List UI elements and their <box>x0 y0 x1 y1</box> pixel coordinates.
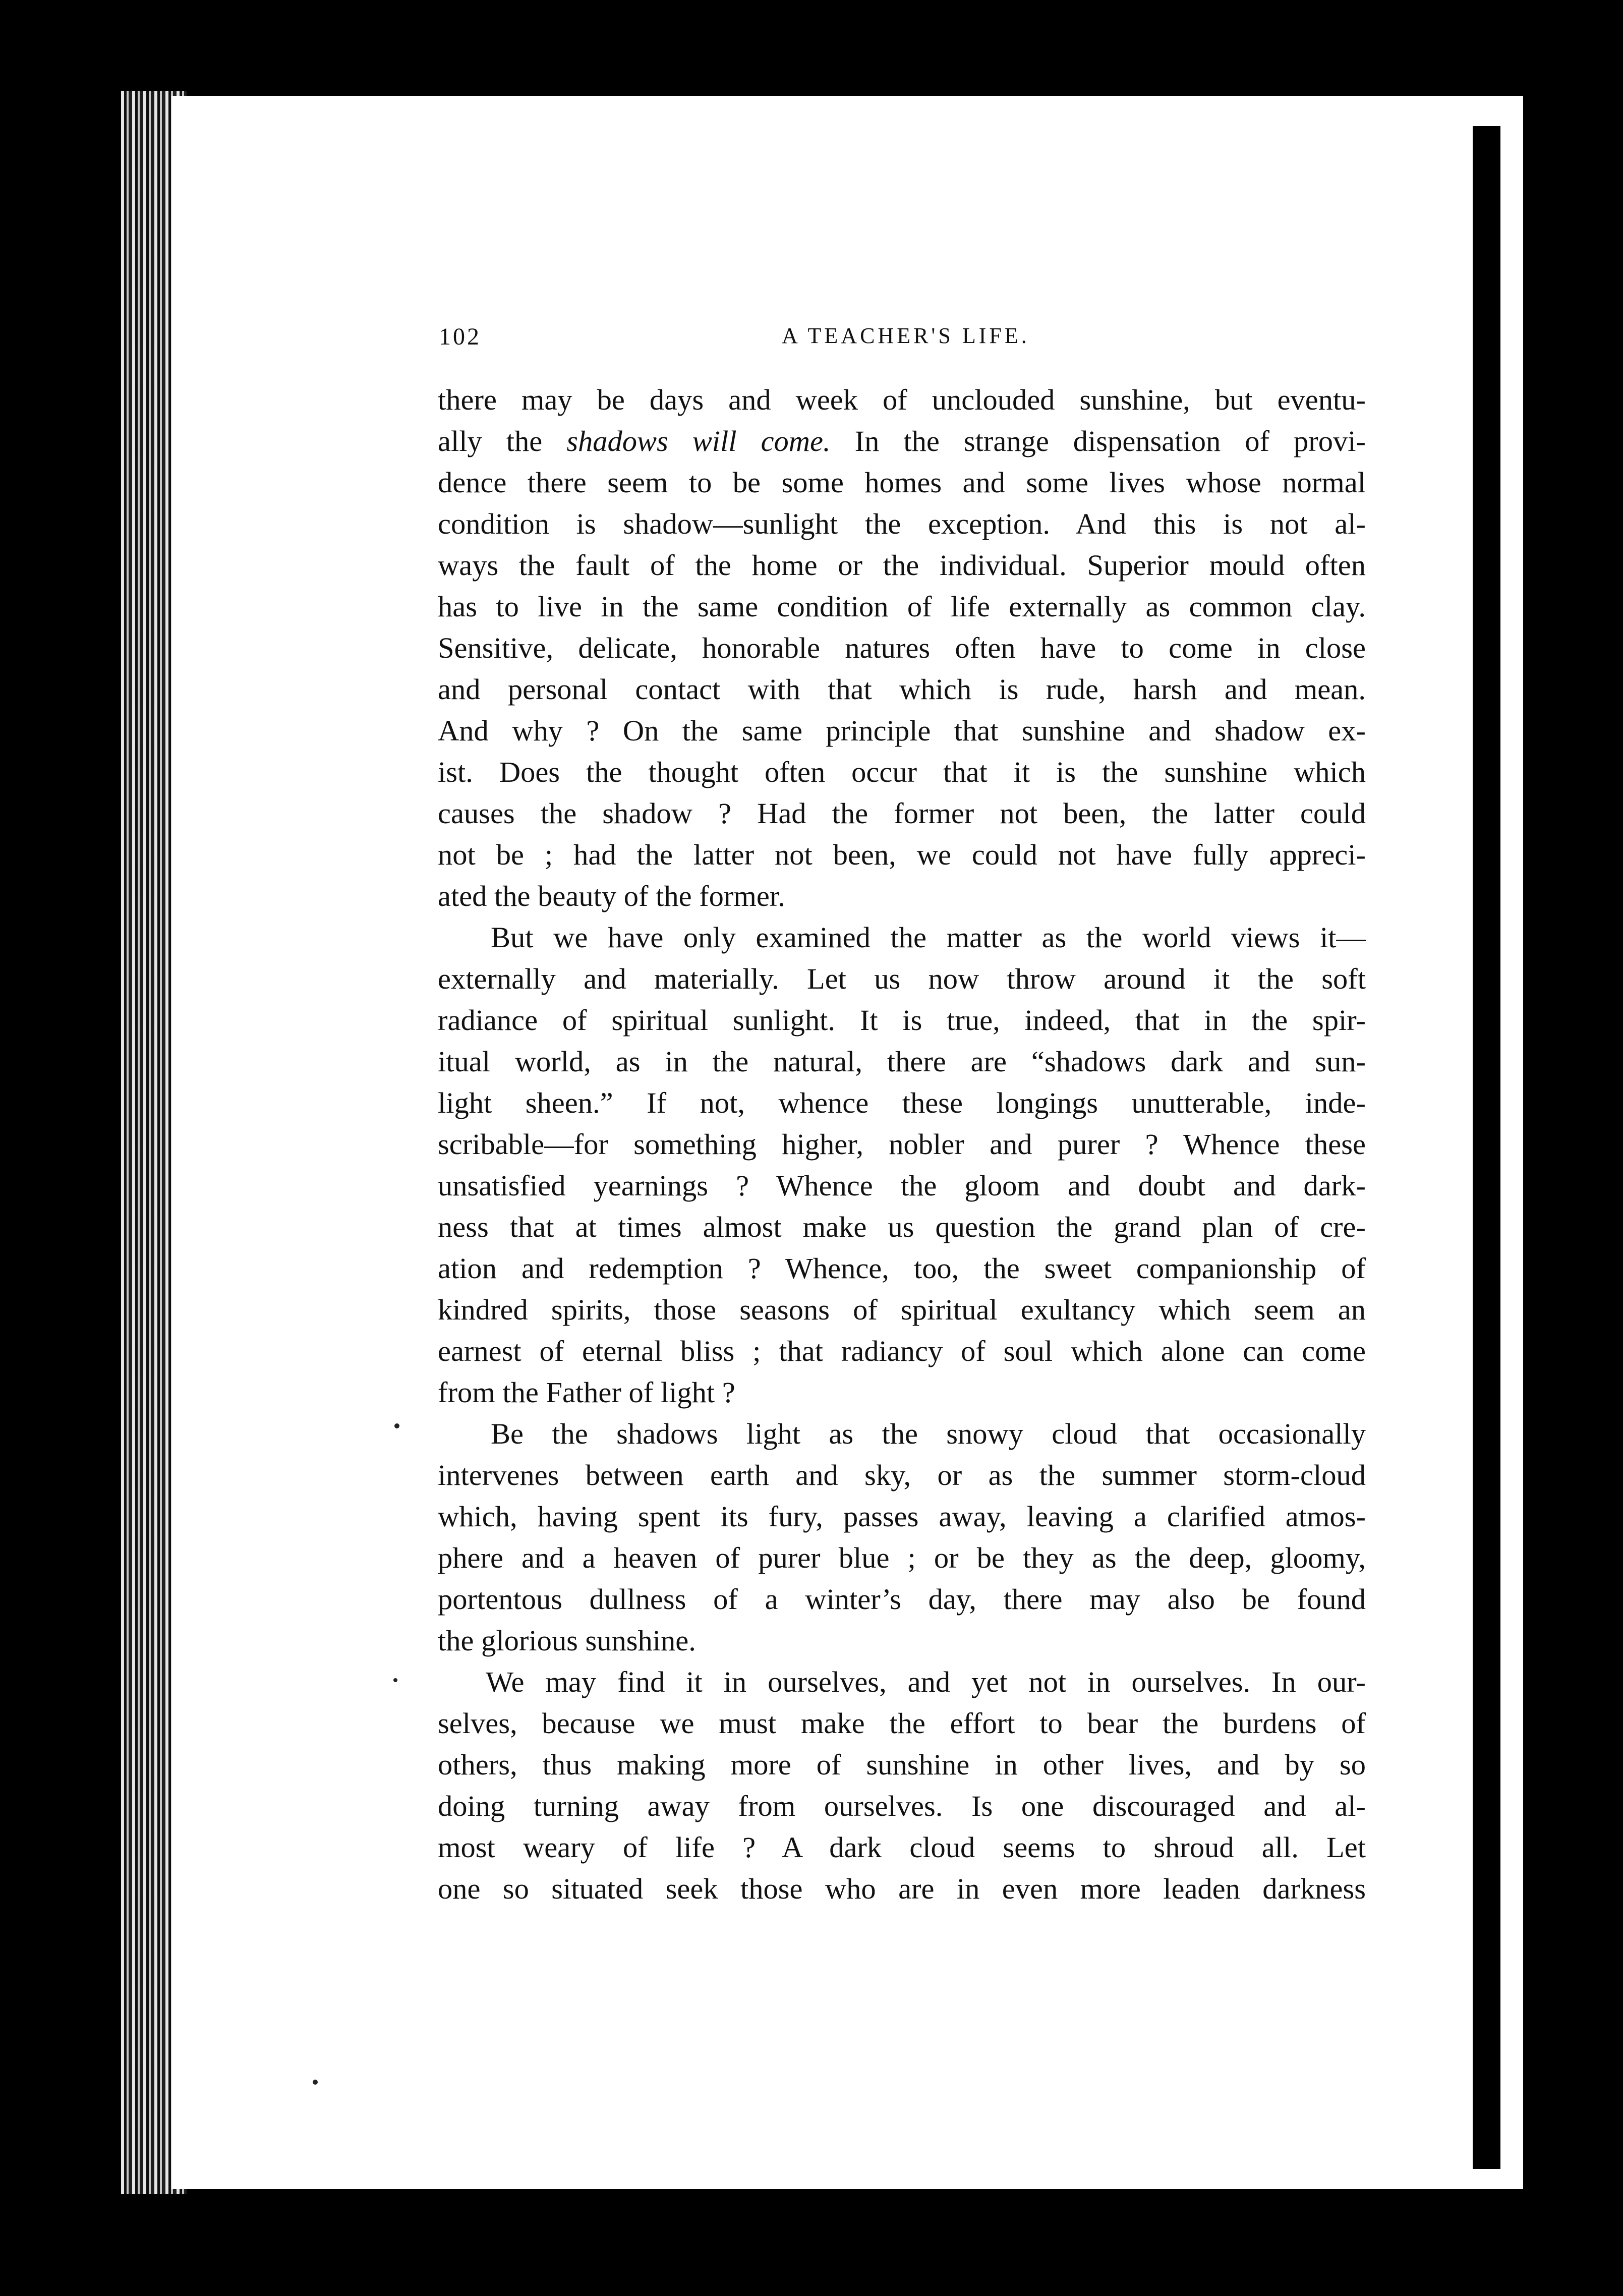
ink-speck <box>393 1678 397 1682</box>
text-line: ness that at times almost make us question the grand plan of cre- <box>438 1211 1366 1243</box>
page-gap-right <box>1500 111 1516 2179</box>
text-line: ation and redemption ? Whence, too, the sweet companionship of <box>438 1252 1366 1285</box>
paragraph-1 <box>438 379 1366 917</box>
text-line: one so situated seek those who are in even more leaden darkness <box>438 1872 1366 1905</box>
text-line: scribable—for something higher, nobler and purer ? Whence these <box>438 1128 1366 1161</box>
paragraph-2 <box>438 917 1366 1413</box>
text-line: But we have only examined the matter as the world views it— <box>491 921 1366 954</box>
text-line: not be ; had the latter not been, we could not have fully appreci- <box>438 838 1366 871</box>
text-fragment: In the strange dispensation of provi- <box>854 425 1366 457</box>
text-line: We may find it in ourselves, and yet not in ourselves. In our- <box>486 1666 1366 1698</box>
text-line: there may be days and week of unclouded sunshine, but eventu- <box>438 383 1366 416</box>
text-line: intervenes between earth and sky, or as the summer storm-cloud <box>438 1459 1366 1491</box>
ink-speck <box>394 1423 399 1428</box>
paragraph-4 <box>438 1661 1366 1910</box>
text-line: others, thus making more of sunshine in other lives, and by so <box>438 1748 1366 1781</box>
text-line: portentous dullness of a winter’s day, there may also be found <box>438 1583 1366 1616</box>
page-stack-edge-right <box>1473 126 1500 2169</box>
text-line: the glorious sunshine. <box>438 1624 696 1657</box>
text-line: unsatisfied yearnings ? Whence the gloom and doubt and dark- <box>438 1169 1366 1202</box>
text-line: dence there seem to be some homes and some lives whose normal <box>438 466 1366 499</box>
ink-speck <box>313 2080 318 2085</box>
text-line: from the Father of light ? <box>438 1376 735 1409</box>
text-line: radiance of spiritual sunlight. It is true, indeed, that in the spir- <box>438 1004 1366 1037</box>
text-line: light sheen.” If not, whence these longings unutterable, inde- <box>438 1086 1366 1119</box>
text-line: earnest of eternal bliss ; that radiancy of soul which alone can come <box>438 1335 1366 1367</box>
text-line: which, having spent its fury, passes away, leaving a clarified atmos- <box>438 1500 1366 1533</box>
running-title: A TEACHER'S LIFE. <box>782 323 1030 348</box>
text-line: and personal contact with that which is rude, harsh and mean. <box>438 673 1366 706</box>
text-line: selves, because we must make the effort to bear the burdens of <box>438 1707 1366 1740</box>
text-line: causes the shadow ? Had the former not been, the latter could <box>438 797 1366 830</box>
text-line: doing turning away from ourselves. Is one discouraged and al- <box>438 1790 1366 1822</box>
text-line: most weary of life ? A dark cloud seems to shroud all. Let <box>438 1831 1366 1864</box>
text-line: has to live in the same condition of life externally as common clay. <box>438 590 1366 623</box>
text-line: Sensitive, delicate, honorable natures often have to come in close <box>438 632 1366 664</box>
text-line: ated the beauty of the former. <box>438 880 785 912</box>
text-line: And why ? On the same principle that sunshine and shadow ex- <box>438 714 1366 747</box>
italic-phrase: shadows will come. <box>566 425 831 457</box>
paragraph-3 <box>438 1413 1366 1661</box>
text-fragment: ally the <box>438 425 543 457</box>
text-line: externally and materially. Let us now throw around it the soft <box>438 962 1366 995</box>
page-number: 102 <box>439 323 481 350</box>
text-line <box>438 421 1366 462</box>
text-line: phere and a heaven of purer blue ; or be they as the deep, gloomy, <box>438 1541 1366 1574</box>
text-line: Be the shadows light as the snowy cloud that occasionally <box>491 1417 1366 1450</box>
text-line: itual world, as in the natural, there are “shadows dark and sun- <box>438 1045 1366 1078</box>
text-line: condition is shadow—sunlight the exception. And this is not al- <box>438 507 1366 540</box>
text-line: ways the fault of the home or the individual. Superior mould often <box>438 549 1366 582</box>
running-header <box>439 323 1377 363</box>
text-line: ist. Does the thought often occur that it is the sunshine which <box>438 756 1366 788</box>
body-text <box>438 379 1366 1910</box>
text-line: kindred spirits, those seasons of spiritual exultancy which seem an <box>438 1293 1366 1326</box>
